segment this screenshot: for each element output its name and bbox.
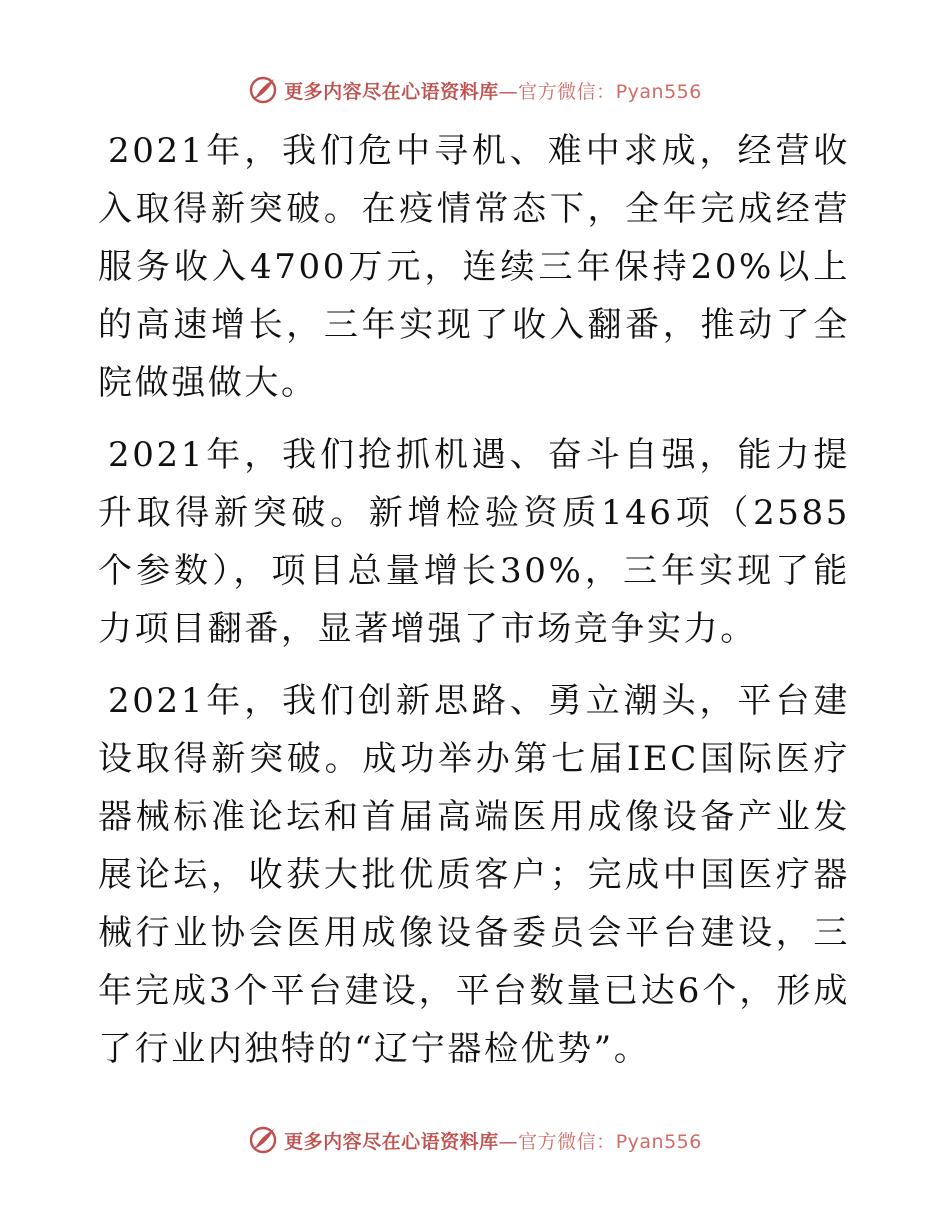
watermark-text: 更多内容尽在心语资料库—官方微信：Pyan556 <box>284 1130 702 1153</box>
document-body <box>98 122 850 1092</box>
header-watermark-banner <box>0 70 950 110</box>
feather-logo-icon <box>248 1125 278 1155</box>
paragraph-capability: 2021年，我们抢抓机遇、奋斗自强，能力提升取得新突破。新增检验资质146项（2585个参数），项目总量增长30%，三年实现了能力项目翻番，显著增强了市场竞争实力。 <box>98 435 850 649</box>
paragraph-revenue: 2021年，我们危中寻机、难中求成，经营收入取得新突破。在疫情常态下，全年完成经营服务收入4700万元，连续三年保持20%以上的高速增长，三年实现了收入翻番，推动了全院做强做大。 <box>98 131 850 403</box>
watermark-text: 更多内容尽在心语资料库—官方微信：Pyan556 <box>284 80 702 103</box>
paragraph-platform: 2021年，我们创新思路、勇立潮头，平台建设取得新突破。成功举办第七届IEC国际医疗器械标准论坛和首届高端医用成像设备产业发展论坛，收获大批优质客户；完成中国医疗器械行业协会医用成像设备委员会平台建设，三年完成3个平台建设，平台数量已达6个，形成了行业内独特的“辽宁器检优势”。 <box>98 681 850 1069</box>
footer-watermark-banner <box>0 1120 950 1160</box>
feather-logo-icon <box>248 75 278 105</box>
